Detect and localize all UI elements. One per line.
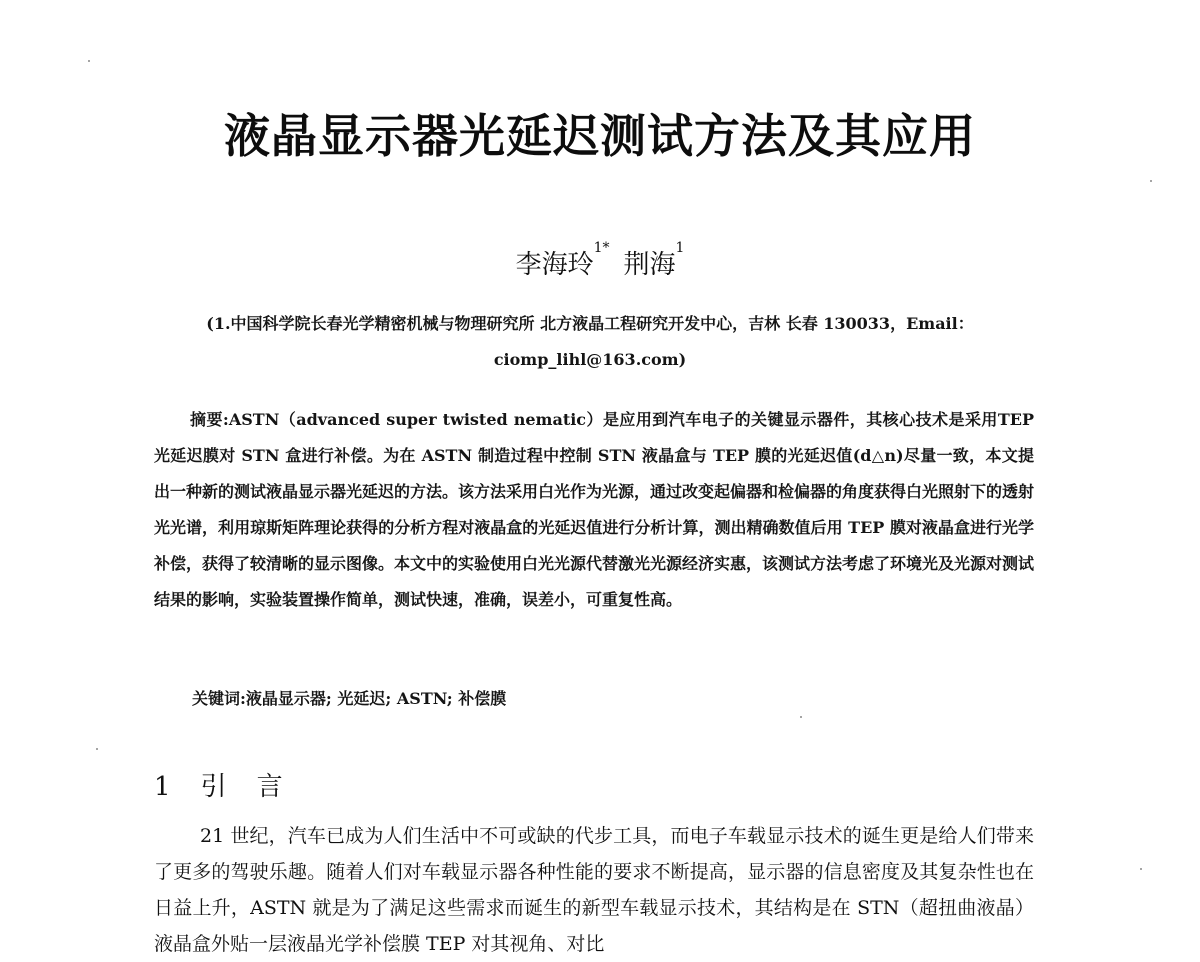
author-affiliation-mark: 1 [675,240,685,256]
section-title-part: 言 [256,772,283,802]
scan-speck [88,60,90,62]
keywords [192,686,506,709]
section-title-part: 引 [200,772,227,802]
scan-speck [1150,180,1152,182]
author-name: 李海玲 [515,250,594,280]
scan-speck [96,748,98,750]
scan-speck [1140,868,1142,870]
affiliation [140,306,1040,378]
affiliation-email-line: ciomp_lihl@163.com) [493,350,687,369]
section-heading [154,766,283,803]
paper-title: 液晶显示器光延迟测试方法及其应用 [224,109,976,163]
author-affiliation-mark: 1* [593,240,610,256]
section-number: 1 [154,772,171,802]
abstract-text: ASTN（advanced super twisted nematic）是应用到汽车电子的关键显示器件，其核心技术是采用TEP 光延迟膜对 STN 盒进行补偿。为在 ASTN 制造过程中控制 STN 液晶盒与 TEP 膜的光延迟值(d△n)尽量一致，本文提出一种新的测试液晶显示器光延迟的方法。该方法采用白光作为光源，通过改变起偏器和检偏器的角度获得白光照射下的透射光光谱，利用琼斯矩阵理论获得的分析方程对液晶盒的光延迟值进行分析计算，测出精确数值后用 TEP 膜对液晶盒进行光学补偿，获得了较清晰的显示图像。本文中的实验使用白光光源代替激光光源经济实惠，该测试方法考虑了环境光及光源对测试结果的影响，实验装置操作简单，测试快速，准确，误差小，可重复性高。 [154,410,1035,609]
author-name: 荆海 [623,250,676,280]
abstract-label: 摘要: [190,410,229,429]
author-line [0,240,1200,281]
scan-speck [800,716,802,718]
keywords-text: 液晶显示器; 光延迟; ASTN; 补偿膜 [245,689,507,708]
keywords-label: 关键词: [192,689,246,708]
affiliation-line: (1.中国科学院长春光学精密机械与物理研究所 北方液晶工程研究开发中心，吉林 长春 130033，Email： [206,314,974,333]
body-paragraph: 21 世纪，汽车已成为人们生活中不可或缺的代步工具，而电子车载显示技术的诞生更是给人们带来了更多的驾驶乐趣。随着人们对车载显示器各种性能的要求不断提高，显示器的信息密度及其复杂性也在日益上升，ASTN 就是为了满足这些需求而诞生的新型车载显示技术，其结构是在 STN（超扭曲液晶）液晶盒外贴一层液晶光学补偿膜 TEP 对其视角、对比 [154,825,1034,955]
abstract [154,402,1034,618]
